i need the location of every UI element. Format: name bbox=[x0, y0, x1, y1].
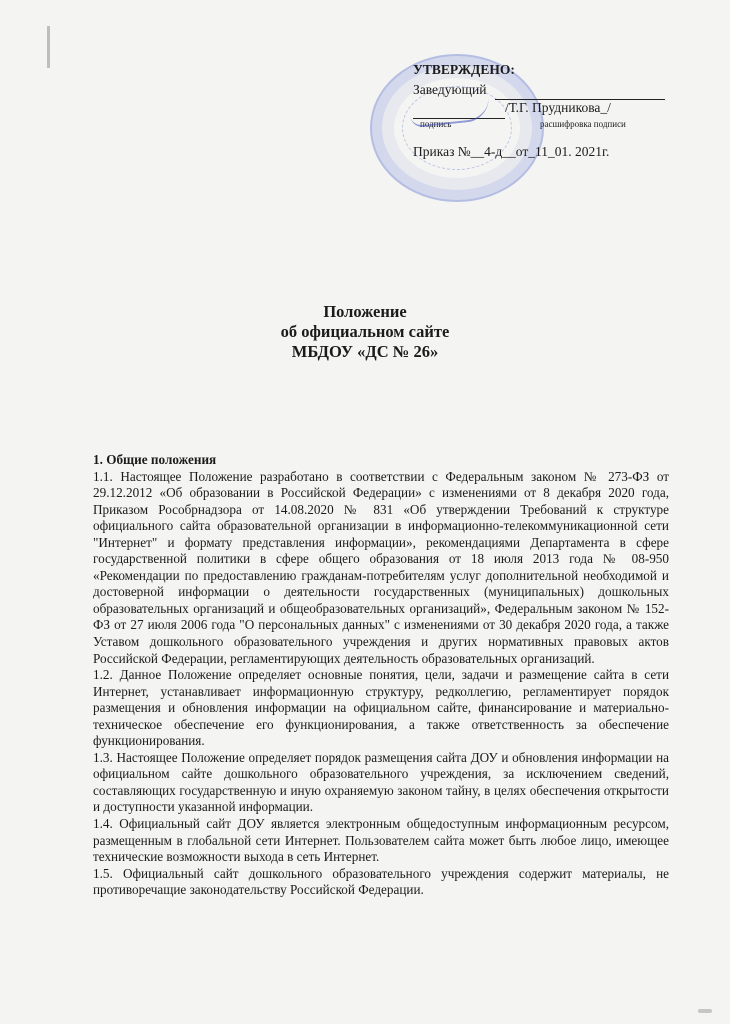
approval-title: УТВЕРЖДЕНО: bbox=[413, 62, 515, 77]
paragraph-1-4: 1.4. Официальный сайт ДОУ является электронным общедоступным информационным ресурсом, размещенным в глобальной сети Интернет. Пользователем сайта может быть любое лицо, имеющее технические возможности выхода в сеть Интернет. bbox=[93, 816, 669, 865]
document-body bbox=[93, 452, 669, 899]
approval-signatory: /Т.Г. Прудникова_/ bbox=[505, 100, 611, 115]
signature-caption: подпись bbox=[420, 119, 452, 129]
approval-position: Заведующий bbox=[413, 82, 487, 97]
paragraph-1-3: 1.3. Настоящее Положение определяет порядок размещения сайта ДОУ и обновления информации на официальном сайте дошкольного образовательного учреждения, за исключением сведений, составляющих государственную и иную охраняемую законом тайну, в целях обеспечения открытости и доступности указанной информации. bbox=[93, 749, 669, 815]
document-title-line3: МБДОУ «ДС № 26» bbox=[291, 342, 439, 361]
approval-order: Приказ №__4-д__от_11_01. 2021г. bbox=[413, 144, 610, 159]
paragraph-1-1: 1.1. Настоящее Положение разработано в соответствии с Федеральным законом № 273-ФЗ от 29.12.2012 «Об образовании в Российской Федерации» с изменениями от 8 декабря 2020 года, Приказом Рособрнадзора от 14.08.2020 № 831 «Об утверждении Требований к структуре официального сайта образовательной организации в информационно-телекоммуникационной сети "Интернет" и формату представления информации», рекомендациями Департамента в сфере государственной политики в сфере общего образования от 18 июля 2013 года № 08-950 «Рекомендации по предоставлению гражданам-потребителям услуг дополнительной необходимой и достоверной информации о деятельности государственных (муниципальных) дошкольных образовательных организаций и общеобразовательных организаций», Федеральным законом № 152-ФЗ от 27 июля 2006 года "О персональных данных" с изменениями от 30 декабря 2020 года, а также Уставом дошкольного образовательного учреждения и других нормативных правовых актов Российской Федерации, регламентирующих деятельность образовательных организаций. bbox=[93, 468, 669, 666]
scan-artifact bbox=[698, 1009, 712, 1013]
paragraph-1-2: 1.2. Данное Положение определяет основные понятия, цели, задачи и размещение сайта в сети Интернет, устанавливает информационную структуру, редколлегию, регламентирует порядок размещения и обновления информации на официальном сайте, финансирование и материально-техническое обеспечение его функционирования, а также ответственность за обеспечение функционирования. bbox=[93, 667, 669, 749]
document-title-line2: об официальном сайте bbox=[280, 322, 450, 341]
scan-edge-mark bbox=[47, 26, 50, 68]
document-title-line1: Положение bbox=[323, 302, 407, 321]
paragraph-1-5: 1.5. Официальный сайт дошкольного образовательного учреждения содержит материалы, не противоречащие законодательству Российской Федерации. bbox=[93, 865, 669, 898]
decode-caption: расшифровка подписи bbox=[540, 119, 626, 129]
section-heading: 1. Общие положения bbox=[93, 452, 217, 467]
